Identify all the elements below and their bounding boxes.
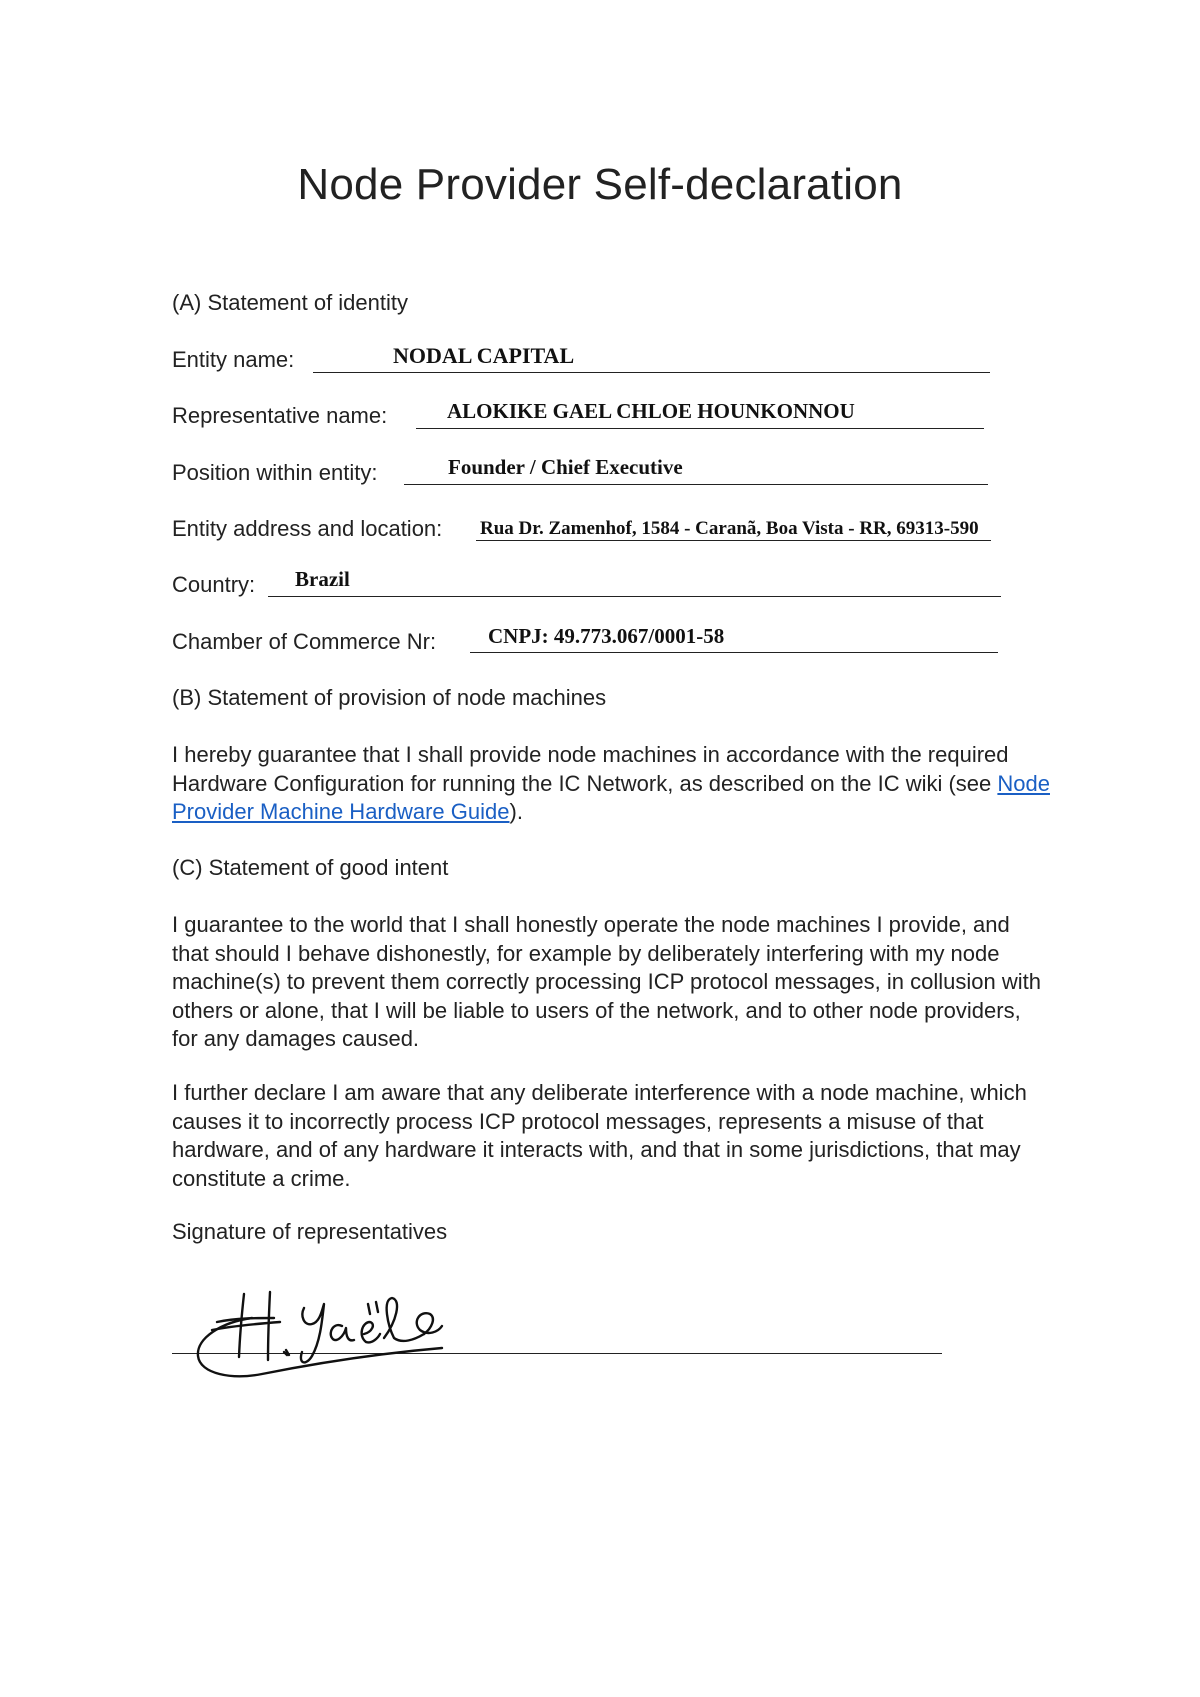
representative-name-label: Representative name: [172,403,388,428]
entity-name-line [313,372,990,373]
hardware-guide-link[interactable]: Node Provider Machine Hardware Guide [172,770,1050,824]
handwritten-signature [192,1282,492,1392]
section-c-heading: (C) Statement of good intent [172,855,449,880]
country-line [268,596,1001,597]
entity-address-value: Rua Dr. Zamenhof, 1584 - Caranã, Boa Vista - RR, 69313-590 [480,518,979,539]
section-b-heading: (B) Statement of provision of node machines [172,685,607,710]
chamber-of-commerce-value: CNPJ: 49.773.067/0001-58 [488,624,725,648]
country-value: Brazil [295,567,350,591]
section-c-paragraph-1: I guarantee to the world that I shall honestly operate the node machines I provide, and that should I behave dishonestly, for example by deliberately interfering with my node machine(s) to prevent them correctly processing ICP protocol messages, in collusion with others or alone, that I will be liable to users of the network, and to other node providers, for any damages caused. [172,912,1041,1051]
entity-name-value: NODAL CAPITAL [393,343,575,368]
entity-address-label: Entity address and location: [172,516,443,541]
section-c-paragraph-2: I further declare I am aware that any deliberate interference with a node machine, which causes it to incorrectly process ICP protocol messages, represents a misuse of that hardware, and of any hardware it interacts with, and that in some jurisdictions, that may constitute a crime. [172,1080,1027,1191]
position-label: Position within entity: [172,460,378,485]
section-b-paragraph [172,741,1052,827]
country-label: Country: [172,572,256,597]
section-a-heading: (A) Statement of identity [172,290,408,315]
section-b-text: I hereby guarantee that I shall provide node machines in accordance with the required Hardware Configuration for running the IC Network, as described on the IC wiki (see [172,742,1009,796]
chamber-of-commerce-label: Chamber of Commerce Nr: [172,629,437,654]
entity-address-line [476,540,991,541]
position-line [404,484,988,485]
signature-label: Signature of representatives [172,1219,448,1244]
chamber-of-commerce-line [470,652,998,653]
representative-name-line [416,428,984,429]
entity-name-label: Entity name: [172,347,295,372]
representative-name-value: ALOKIKE GAEL CHLOE HOUNKONNOU [447,399,855,423]
position-value: Founder / Chief Executive [448,455,683,479]
section-b-text-end: ). [509,799,523,824]
document-title: Node Provider Self-declaration [297,160,903,209]
